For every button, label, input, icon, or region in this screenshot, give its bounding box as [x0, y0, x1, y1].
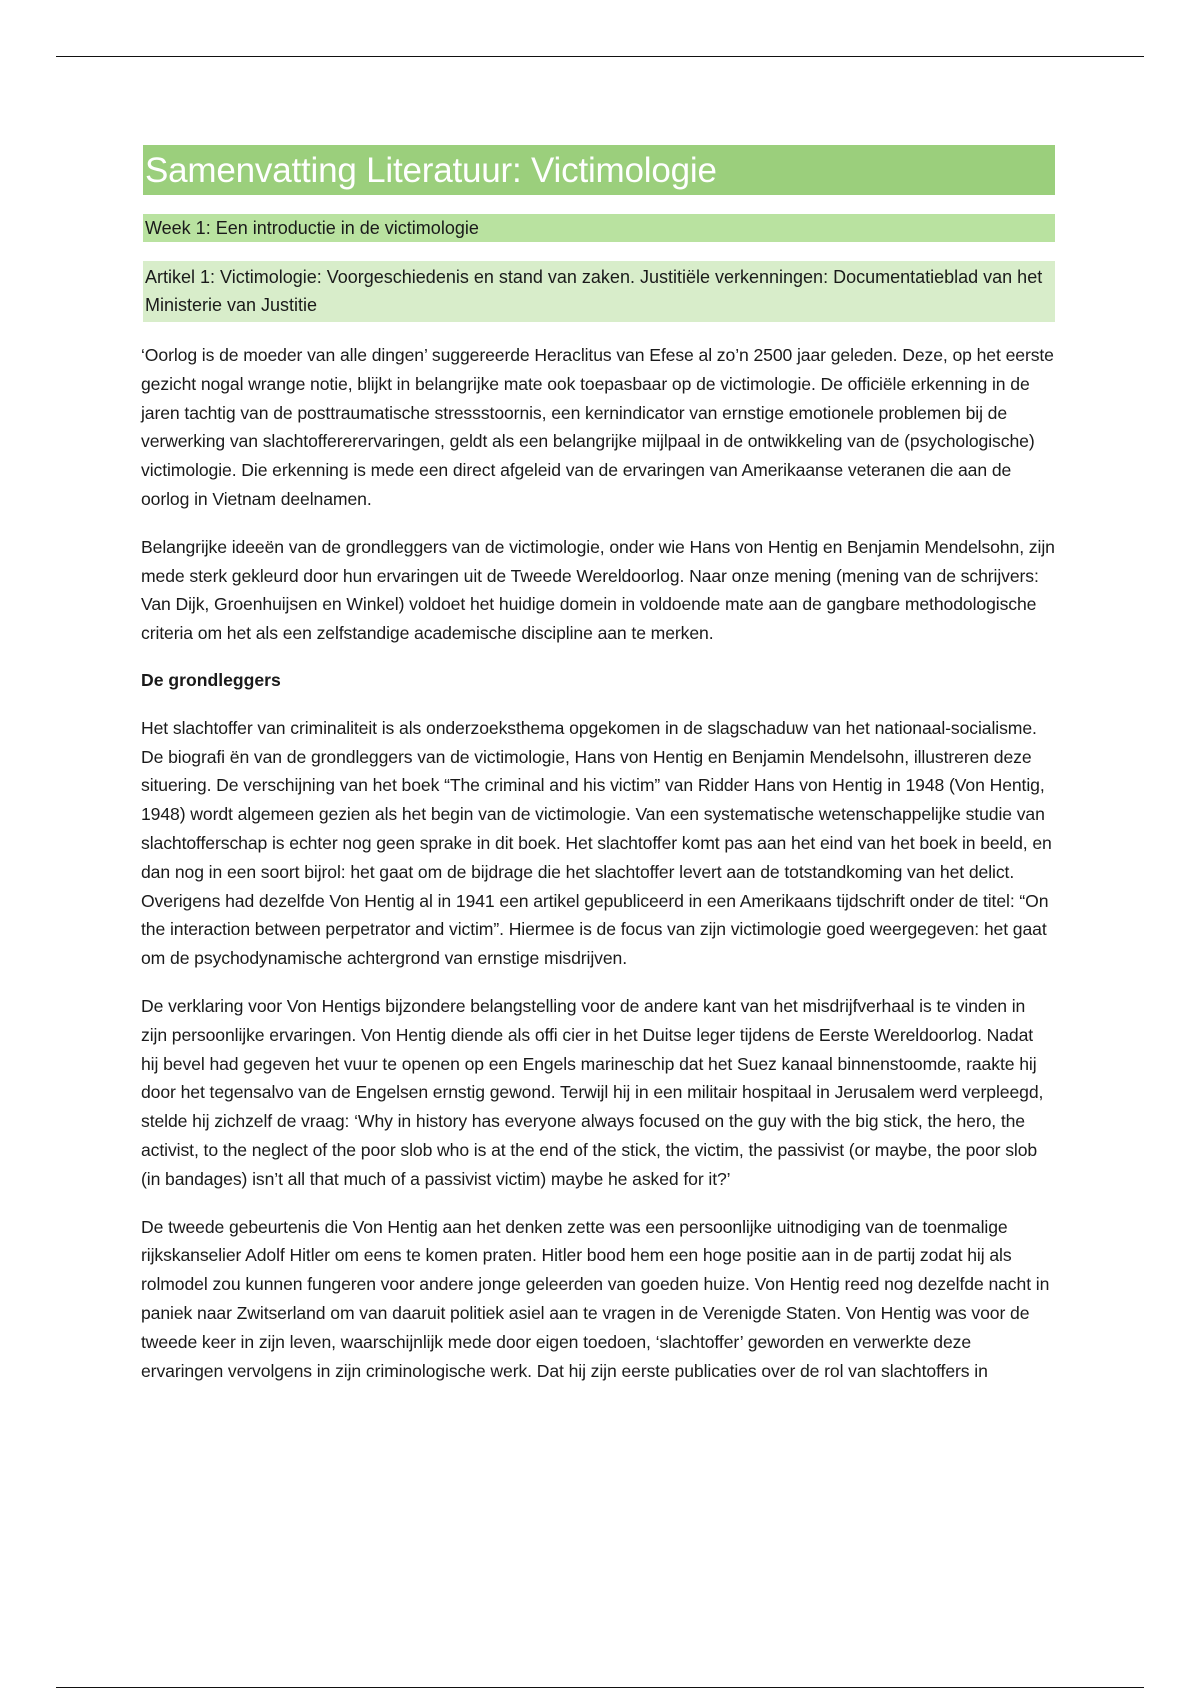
- section-heading: De grondleggers: [141, 669, 281, 690]
- document-title: Samenvatting Literatuur: Victimologie: [145, 150, 717, 190]
- document-page: [143, 145, 1055, 1385]
- paragraph: Belangrijke ideeën van de grondleggers van de victimologie, onder wie Hans von Hentig en Benjamin Mendelsohn, zijn mede sterk gekleurd door hun ervaringen uit de Tweede Wereldoorlog. Naar onze mening (mening van de schrijvers: Van Dijk, Groenhuijsen en Winkel) voldoet het huidige domein in voldoende mate aan de gangbare methodologische criteria om het als een zelfstandige academische discipline aan te merken.: [141, 536, 1055, 644]
- week-heading: Week 1: Een introductie in de victimologie: [143, 214, 1055, 242]
- paragraph: De tweede gebeurtenis die Von Hentig aan het denken zette was een persoonlijke uitnodiging van de toenmalige rijkskanselier Adolf Hitler om eens te komen praten. Hitler bood hem een hoge positie aan in de partij zodat hij als rolmodel zou kunnen fungeren voor andere jonge geleerden van goeden huize. Von Hentig reed nog dezelfde nacht in paniek naar Zwitserland om van daaruit politiek asiel aan te vragen in de Verenigde Staten. Von Hentig was voor de tweede keer in zijn leven, waarschijnlijk mede door eigen toedoen, ‘slachtoffer’ geworden en verwerkte deze ervaringen vervolgens in zijn criminologische werk. Dat hij zijn eerste publicaties over de rol van slachtoffers in: [141, 1216, 1050, 1381]
- title-band: [143, 145, 1055, 195]
- footer-rule: [56, 1687, 1144, 1688]
- paragraph: De verklaring voor Von Hentigs bijzondere belangstelling voor de andere kant van het misdrijfverhaal is te vinden in zijn persoonlijke ervaringen. Von Hentig diende als offi cier in het Duitse leger tijdens de Eerste Wereldoorlog. Nadat hij bevel had gegeven het vuur te openen op een Engels marineschip dat het Suez kanaal binnenstoomde, raakte hij door het tegensalvo van de Engelsen ernstig gewond. Terwijl hij in een militair hospitaal in Jerusalem werd verpleegd, stelde hij zichzelf de vraag: ‘Why in history has everyone always focused on the guy with the big stick, the hero, the activist, to the neglect of the poor slob who is at the end of the stick, the victim, the passivist (or maybe, the poor slob (in bandages) isn’t all that much of a passivist victim) maybe he asked for it?’: [141, 995, 1044, 1189]
- article-heading: Artikel 1: Victimologie: Voorgeschiedenis en stand van zaken. Justitiële verkenningen: Documentatieblad van het Ministerie van Justitie: [143, 261, 1055, 322]
- header-rule: [56, 56, 1144, 57]
- paragraph: Het slachtoffer van criminaliteit is als onderzoeksthema opgekomen in de slagschaduw van het nationaal-socialisme. De biografi ën van de grondleggers van de victimologie, Hans von Hentig en Benjamin Mendelsohn, illustreren deze situering. De verschijning van het boek “The criminal and his victim” van Ridder Hans von Hentig in 1948 (Von Hentig, 1948) wordt algemeen gezien als het begin van de victimologie. Van een systematische wetenschappelijke studie van slachtofferschap is echter nog geen sprake in dit boek. Het slachtoffer komt pas aan het eind van het boek in beeld, en dan nog in een soort bijrol: het gaat om de bijdrage die het slachtoffer levert aan de totstandkoming van het delict. Overigens had dezelfde Von Hentig al in 1941 een artikel gepubliceerd in een Amerikaans tijdschrift onder de titel: “On the interaction between perpetrator and victim”. Hiermee is de focus van zijn victimologie goed weergegeven: het gaat om de psychodynamische achtergrond van ernstige misdrijven.: [141, 717, 1052, 969]
- paragraph: ‘Oorlog is de moeder van alle dingen’ suggereerde Heraclitus van Efese al zo’n 2500 jaar geleden. Deze, op het eerste gezicht nogal wrange notie, blijkt in belangrijke mate ook toepasbaar op de victimologie. De officiële erkenning in de jaren tachtig van de posttraumatische stressstoornis, een kernindicator van ernstige emotionele problemen bij de verwerking van slachtoffererervaringen, geldt als een belangrijke mijlpaal in de ontwikkeling van de (psychologische) victimologie. Die erkenning is mede een direct afgeleid van de ervaringen van Amerikaanse veteranen die aan de oorlog in Vietnam deelnamen.: [141, 345, 1054, 509]
